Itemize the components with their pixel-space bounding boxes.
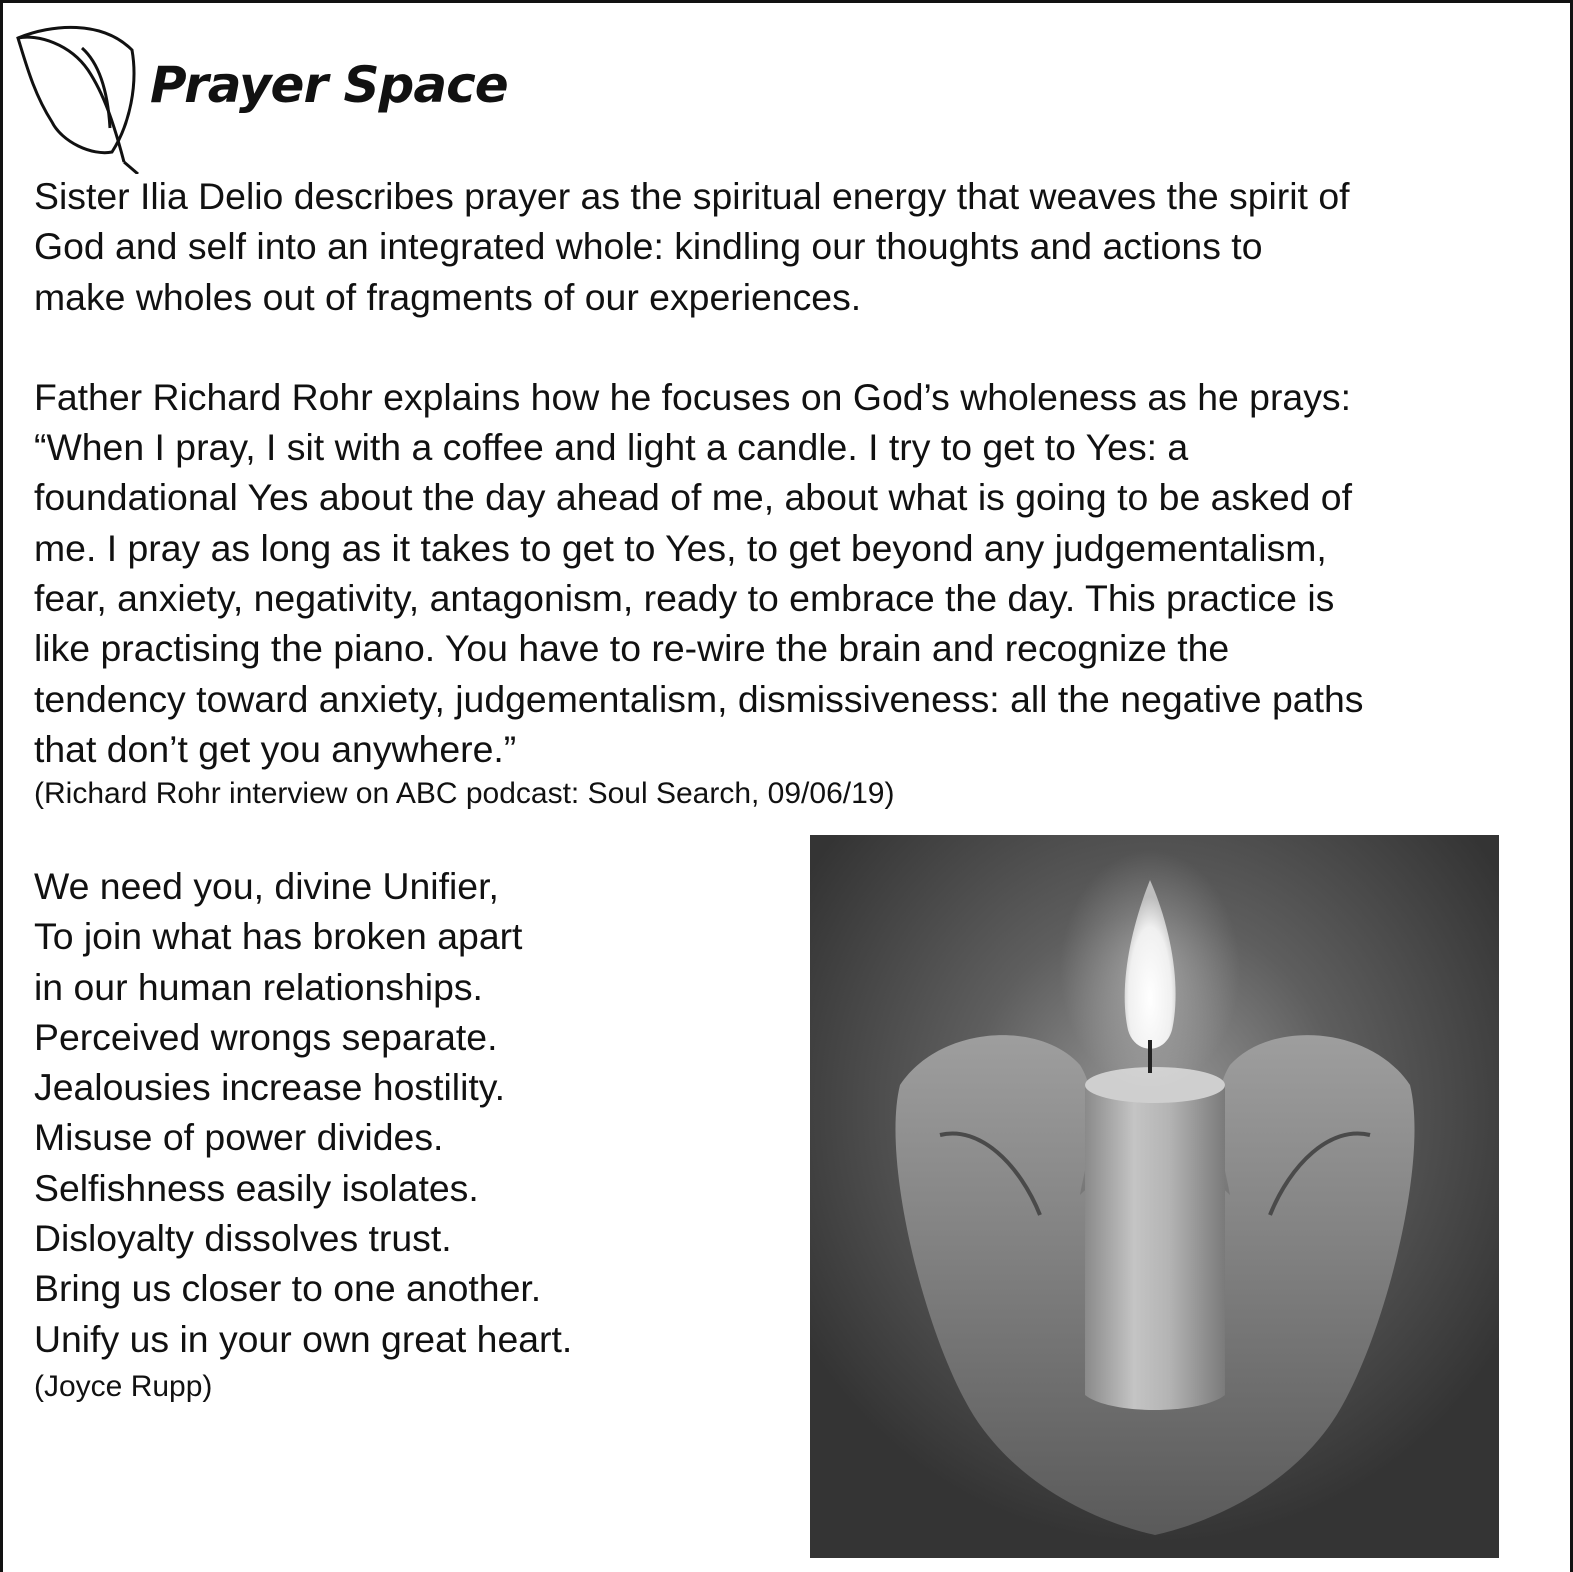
poem-line: To join what has broken apart: [34, 915, 523, 958]
header: [12, 24, 532, 174]
page-title: Prayer Space: [150, 56, 508, 114]
candle: [1085, 1070, 1225, 1410]
prayer-poem: [34, 861, 774, 1408]
text-line: fear, anxiety, negativity, antagonism, ready to embrace the day. This practice is: [34, 577, 1335, 620]
text-line: Father Richard Rohr explains how he focuses on God’s wholeness as he prays:: [34, 375, 1351, 418]
text-line: make wholes out of fragments of our experiences.: [34, 275, 862, 318]
paragraph-delio: [34, 171, 1544, 322]
poem-line: in our human relationships.: [34, 965, 483, 1008]
poem-line: Jealousies increase hostility.: [34, 1066, 506, 1109]
text-line: like practising the piano. You have to re-wire the brain and recognize the: [34, 627, 1230, 670]
poem-line: Perceived wrongs separate.: [34, 1015, 498, 1058]
citation: (Richard Rohr interview on ABC podcast: Soul Search, 09/06/19): [34, 777, 895, 811]
candle-photo: [810, 835, 1499, 1558]
text-line: Sister Ilia Delio describes prayer as the spiritual energy that weaves the spirit of: [34, 175, 1350, 217]
text-line: tendency toward anxiety, judgementalism, dismissiveness: all the negative paths: [34, 677, 1364, 720]
poem-attribution: (Joyce Rupp): [34, 1369, 213, 1403]
poem-line: Bring us closer to one another.: [34, 1267, 542, 1310]
text-line: me. I pray as long as it takes to get to Yes, to get beyond any judgementalism,: [34, 526, 1327, 569]
poem-line: Selfishness easily isolates.: [34, 1166, 479, 1209]
poem-line: Disloyalty dissolves trust.: [34, 1217, 452, 1260]
text-line: foundational Yes about the day ahead of me, about what is going to be asked of: [34, 476, 1352, 519]
article-body: [34, 171, 1544, 814]
leaf-icon: [12, 24, 142, 174]
poem-line: Misuse of power divides.: [34, 1116, 444, 1159]
text-line: that don’t get you anywhere.”: [34, 727, 517, 770]
text-line: “When I pray, I sit with a coffee and light a candle. I try to get to Yes: a: [34, 426, 1189, 469]
candle-illustration: [810, 835, 1499, 1558]
poem-line: Unify us in your own great heart.: [34, 1317, 573, 1360]
text-line: God and self into an integrated whole: kindling our thoughts and actions to: [34, 225, 1263, 268]
paragraph-rohr: [34, 372, 1544, 774]
poem-line: We need you, divine Unifier,: [34, 865, 499, 907]
